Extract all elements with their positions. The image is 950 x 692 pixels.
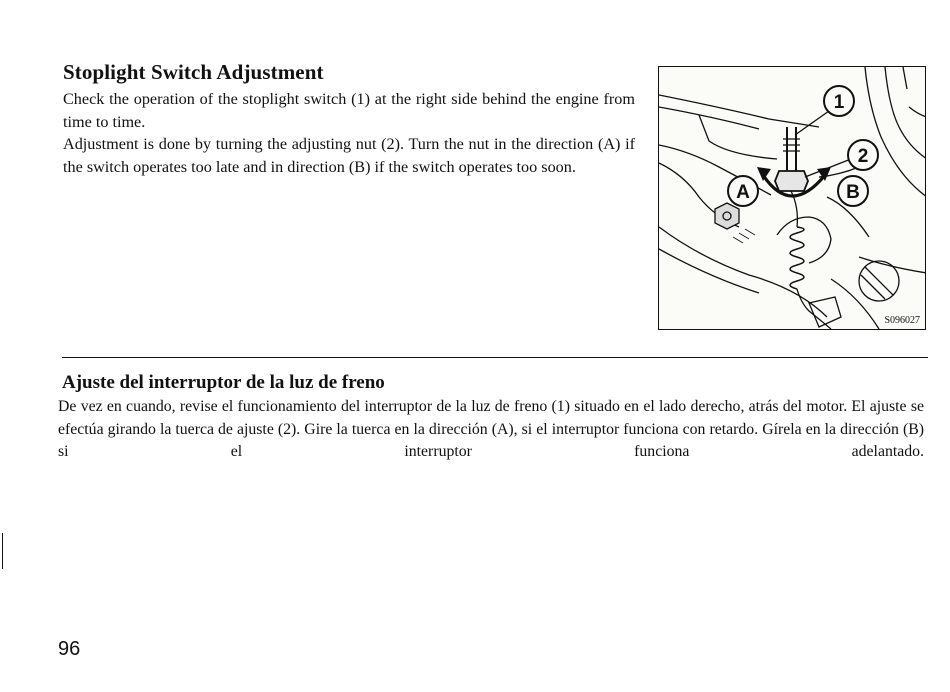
- section-divider: [62, 357, 928, 358]
- switch-line-drawing: [659, 67, 926, 330]
- callout-a-label: A: [736, 182, 750, 203]
- english-section-body: [63, 88, 635, 178]
- english-paragraph-adjust: Adjustment is done by turning the adjusting nut (2). Turn the nut in the direction (A) if the switch operates too late and in direction (B) if the switch operates too soon.: [63, 135, 635, 176]
- spanish-section-title: Ajuste del interruptor de la luz de freno: [62, 372, 385, 393]
- callout-1-label: 1: [833, 92, 845, 113]
- spanish-section-body: De vez en cuando, revise el funcionamiento del interruptor de la luz de freno (1) situado en el lado derecho, atrás del motor. El ajuste se efectúa girando la tuerca de ajuste (2). Gire la tuerca en la dirección (A), si el interruptor funciona con retardo. Gírela en la dirección (B) si el interruptor funciona adelantado.: [58, 398, 924, 460]
- callout-b-label: B: [846, 182, 860, 203]
- callout-2-label: 2: [857, 146, 869, 167]
- english-section-title: Stoplight Switch Adjustment: [63, 60, 324, 84]
- page-number: 96: [58, 638, 81, 660]
- english-paragraph-check: Check the operation of the stoplight switch (1) at the right side behind the engine from time to time.: [63, 90, 635, 131]
- figure-reference-code: S096027: [884, 315, 920, 326]
- margin-mark: [2, 533, 3, 569]
- stoplight-switch-illustration: [658, 66, 926, 330]
